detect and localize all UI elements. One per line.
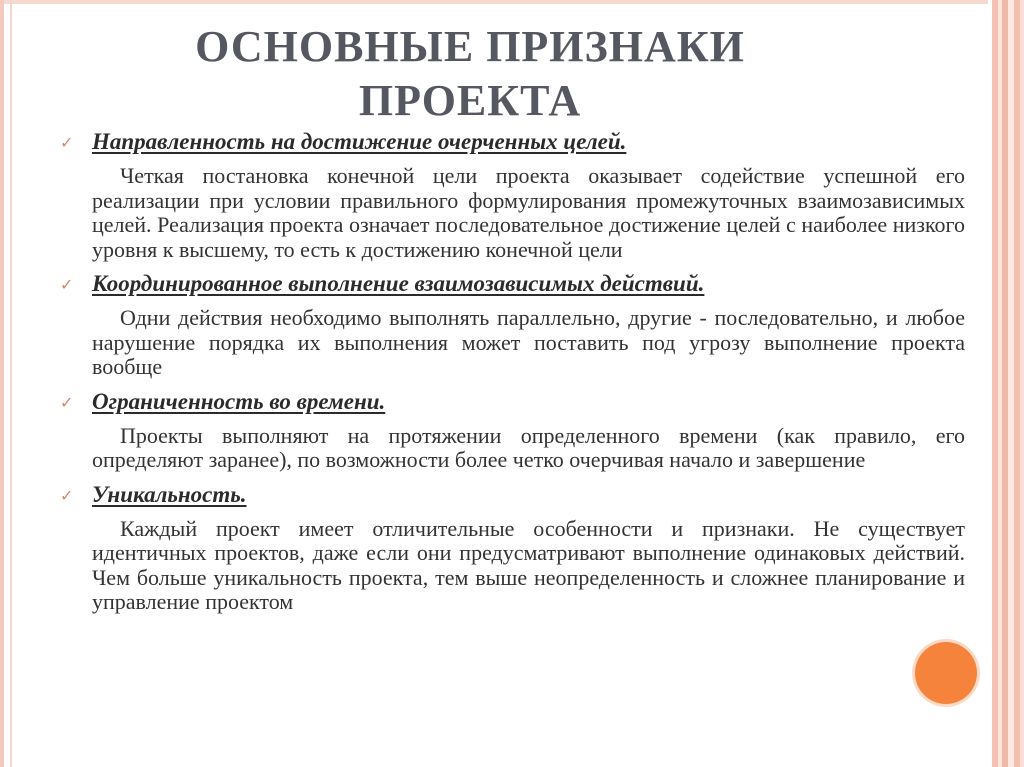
frame-left-inner-line — [10, 0, 12, 767]
slide-content — [60, 128, 965, 623]
title-line-1: ОСНОВНЫЕ ПРИЗНАКИ — [195, 22, 745, 71]
feature-heading-text: Направленность на достижение очерченных целей. — [92, 129, 627, 154]
feature-heading — [60, 481, 965, 509]
feature-item-3 — [60, 388, 965, 473]
feature-description: Одни действия необходимо выполнять параллельно, другие - последовательно, и любое нарушение порядка их выполнения может поставить под угрозу выполнение проекта вообще — [92, 305, 965, 379]
feature-description: Каждый проект имеет отличительные особенности и признаки. Не существует идентичных проектов, даже если они предусматривают выполнение одинаковых действий. Чем больше уникальность проекта, тем выше неопределенность и сложнее планирование и управление проектом — [92, 515, 965, 614]
feature-item-2 — [60, 270, 965, 380]
frame-top-line — [0, 0, 1024, 4]
check-mark-icon: ✓ — [60, 487, 74, 505]
feature-description: Четкая постановка конечной цели проекта оказывает содействие успешной его реализации при условии правильного формулирования промежуточных взаимозависимых целей. Реализация проекта означает последовательное достижение целей с наиболее низкого уровня к высшему, то есть к достижению конечной цели — [92, 163, 965, 262]
check-mark-icon: ✓ — [60, 394, 74, 412]
decorative-right-stripes — [988, 0, 1024, 767]
check-mark-icon: ✓ — [60, 135, 74, 152]
check-mark-icon: ✓ — [60, 277, 74, 294]
feature-item-1 — [60, 128, 965, 262]
feature-heading-text: Уникальность. — [92, 481, 247, 507]
feature-heading-text: Ограниченность во времени. — [92, 388, 386, 414]
feature-description: Проекты выполняют на протяжении определенного времени (как правило, его определяют заранее), по возможности более четко очерчивая начало и завершение — [92, 422, 965, 472]
title-line-2: ПРОЕКТА — [358, 76, 582, 125]
feature-heading-text: Координированное выполнение взаимозависимых действий. — [92, 271, 705, 296]
slide-title — [120, 20, 820, 128]
feature-heading — [60, 388, 965, 416]
decorative-orange-circle — [915, 642, 977, 704]
frame-left-line — [0, 0, 4, 767]
feature-heading — [60, 128, 965, 156]
feature-heading — [60, 270, 965, 298]
feature-item-4 — [60, 481, 965, 615]
